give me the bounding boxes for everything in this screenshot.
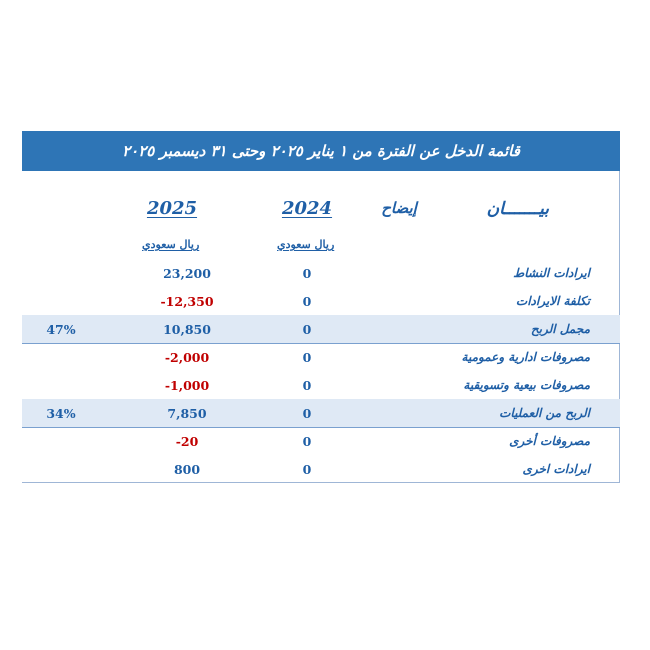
table-row bbox=[22, 371, 620, 399]
value-2025: 800 bbox=[173, 461, 201, 477]
value-2025: -20 bbox=[175, 433, 199, 449]
year-2025-header: 2025 bbox=[146, 198, 198, 219]
table-row-gross-profit bbox=[22, 315, 620, 343]
row-label: مصروفات بيعية وتسويقية bbox=[463, 378, 590, 392]
value-2024: 0 bbox=[302, 377, 312, 393]
margin-percent: 34% bbox=[46, 405, 76, 421]
row-label: مجمل الربح bbox=[530, 322, 590, 336]
value-2024: 0 bbox=[302, 433, 312, 449]
row-label: مصروفات أخرى bbox=[509, 434, 590, 448]
currency-label-2025: ريال سعودي bbox=[142, 238, 200, 251]
value-2024: 0 bbox=[302, 405, 312, 421]
currency-label-2024: ريال سعودي bbox=[277, 238, 335, 251]
table-row bbox=[22, 427, 620, 455]
value-2024: 0 bbox=[302, 461, 312, 477]
value-2025: 7,850 bbox=[167, 405, 207, 421]
note-column-header: إيضاح bbox=[381, 199, 417, 217]
table-row bbox=[22, 455, 620, 483]
description-column-header: بيـــــــان bbox=[486, 199, 549, 219]
statement-title: قائمة الدخل عن الفترة من ١ يناير ٢٠٢٥ وحتى ٣١ ديسمبر ٢٠٢٥ bbox=[22, 131, 620, 171]
table-row bbox=[22, 259, 620, 287]
value-2024: 0 bbox=[302, 265, 312, 281]
value-2024: 0 bbox=[302, 349, 312, 365]
table-row bbox=[22, 287, 620, 315]
value-2025: -1,000 bbox=[164, 377, 210, 393]
income-statement-sheet bbox=[22, 131, 620, 483]
value-2025: 23,200 bbox=[163, 265, 211, 281]
row-label: تكلفة الايرادات bbox=[515, 294, 590, 308]
row-label: ايرادات النشاط bbox=[513, 266, 590, 280]
margin-percent: 47% bbox=[46, 321, 76, 337]
row-label: ايرادات اخرى bbox=[522, 462, 590, 476]
value-2024: 0 bbox=[302, 293, 312, 309]
value-2025: -2,000 bbox=[164, 349, 210, 365]
table-row bbox=[22, 343, 620, 371]
value-2024: 0 bbox=[302, 321, 312, 337]
value-2025: -12,350 bbox=[160, 293, 214, 309]
row-label: مصروفات ادارية وعمومية bbox=[461, 350, 590, 364]
year-2024-header: 2024 bbox=[281, 198, 333, 219]
value-2025: 10,850 bbox=[163, 321, 211, 337]
row-label: الربح من العمليات bbox=[499, 406, 590, 420]
table-row-operating-profit bbox=[22, 399, 620, 427]
